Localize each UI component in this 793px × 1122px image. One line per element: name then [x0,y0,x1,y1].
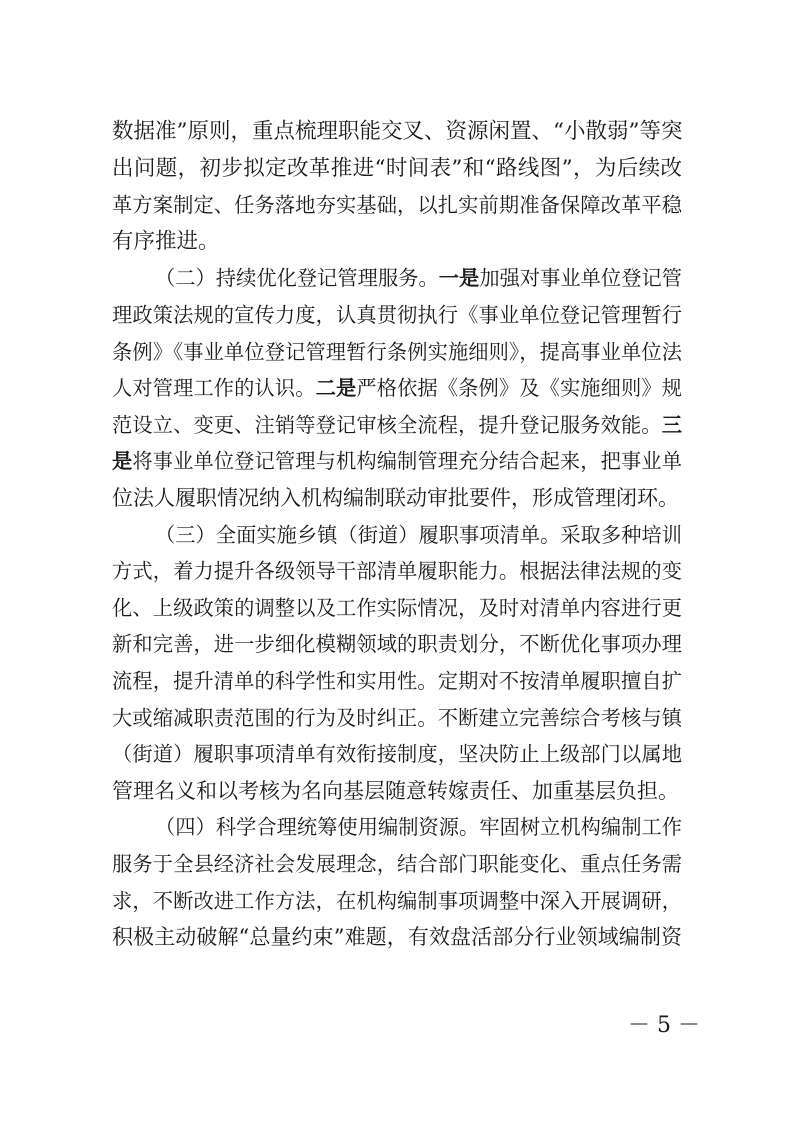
text-run: 人对管理工作的认识。 [112,376,316,401]
paragraph-line [155,813,682,841]
page-number: － 5 － [628,1013,700,1038]
text-run: 将事业单位登记管理与机构编制管理充分结合起来，把事业单 [132,449,682,474]
text-run: 范设立、变更、注销等登记审核全流程，提升登记服务效能。 [112,412,662,437]
paragraph-line: 大或缩减职责范围的行为及时纠正。不断建立完善综合考核与镇 [112,705,682,730]
list-marker: 三 [661,412,682,437]
paragraph-line: 方式，着力提升各级领导干部清单履职能力。根据法律法规的变 [112,559,682,584]
paragraph-line [112,411,682,439]
paragraph-line: 新和完善，进一步细化模糊领域的职责划分，不断优化事项办理 [112,632,682,657]
list-marker: 二是 [315,376,357,401]
paragraph-line: （街道）履职事项清单有效衔接制度，坚决防止上级部门以属地 [112,742,682,767]
section-heading: （四）科学合理统筹使用编制资源。 [155,815,480,840]
paragraph-line: 流程，提升清单的科学性和实用性。定期对不按清单履职擅自扩 [112,669,682,693]
paragraph-line: 数据准”原则，重点梳理职能交叉、资源闲置、“小散弱”等突 [112,119,683,144]
text-run: 加强对事业单位登记管 [479,266,682,291]
paragraph-line [112,374,682,402]
paragraph-line: 有序推进。 [112,228,220,254]
paragraph-line: 积极主动破解“总量约束”难题，有效盘活部分行业领域编制资 [112,925,682,950]
paragraph-line: 化、上级政策的调整以及工作实际情况，及时对清单内容进行更 [112,595,682,620]
paragraph-line: 服务于全县经济社会发展理念，结合部门职能变化、重点任务需 [112,852,682,876]
paragraph-line: 位法人履职情况纳入机构编制联动审批要件，形成管理闭环。 [112,486,679,510]
list-marker: 是 [112,449,133,474]
section-heading: （三）全面实施乡镇（街道）履职事项清单。 [155,522,561,547]
paragraph-line [155,264,682,292]
paragraph-line [112,447,682,475]
paragraph-line: 管理名义和以考核为名向基层随意转嫁责任、加重基层负担。 [112,778,679,803]
paragraph-line: 理政策法规的宣传力度，认真贯彻执行《事业单位登记管理暂行 [112,303,682,327]
paragraph-line: 出问题，初步拟定改革推进“时间表”和“路线图”，为后续改 [112,155,682,181]
list-marker: 一是 [438,266,480,291]
paragraph-line: 革方案制定、任务落地夯实基础，以扎实前期准备保障改革平稳 [112,193,682,218]
section-heading: （二）持续优化登记管理服务。 [155,266,439,291]
text-run: 采取多种培训 [560,522,682,547]
paragraph-line [155,521,682,549]
text-run: 牢固树立机构编制工作 [479,815,682,840]
paragraph-line: 求，不断改进工作方法，在机构编制事项调整中深入开展调研， [112,888,682,913]
text-run: 严格依据《条例》及《实施细则》规 [356,376,682,401]
paragraph-line: 条例》《事业单位登记管理暂行条例实施细则》，提高事业单位法 [112,339,682,364]
